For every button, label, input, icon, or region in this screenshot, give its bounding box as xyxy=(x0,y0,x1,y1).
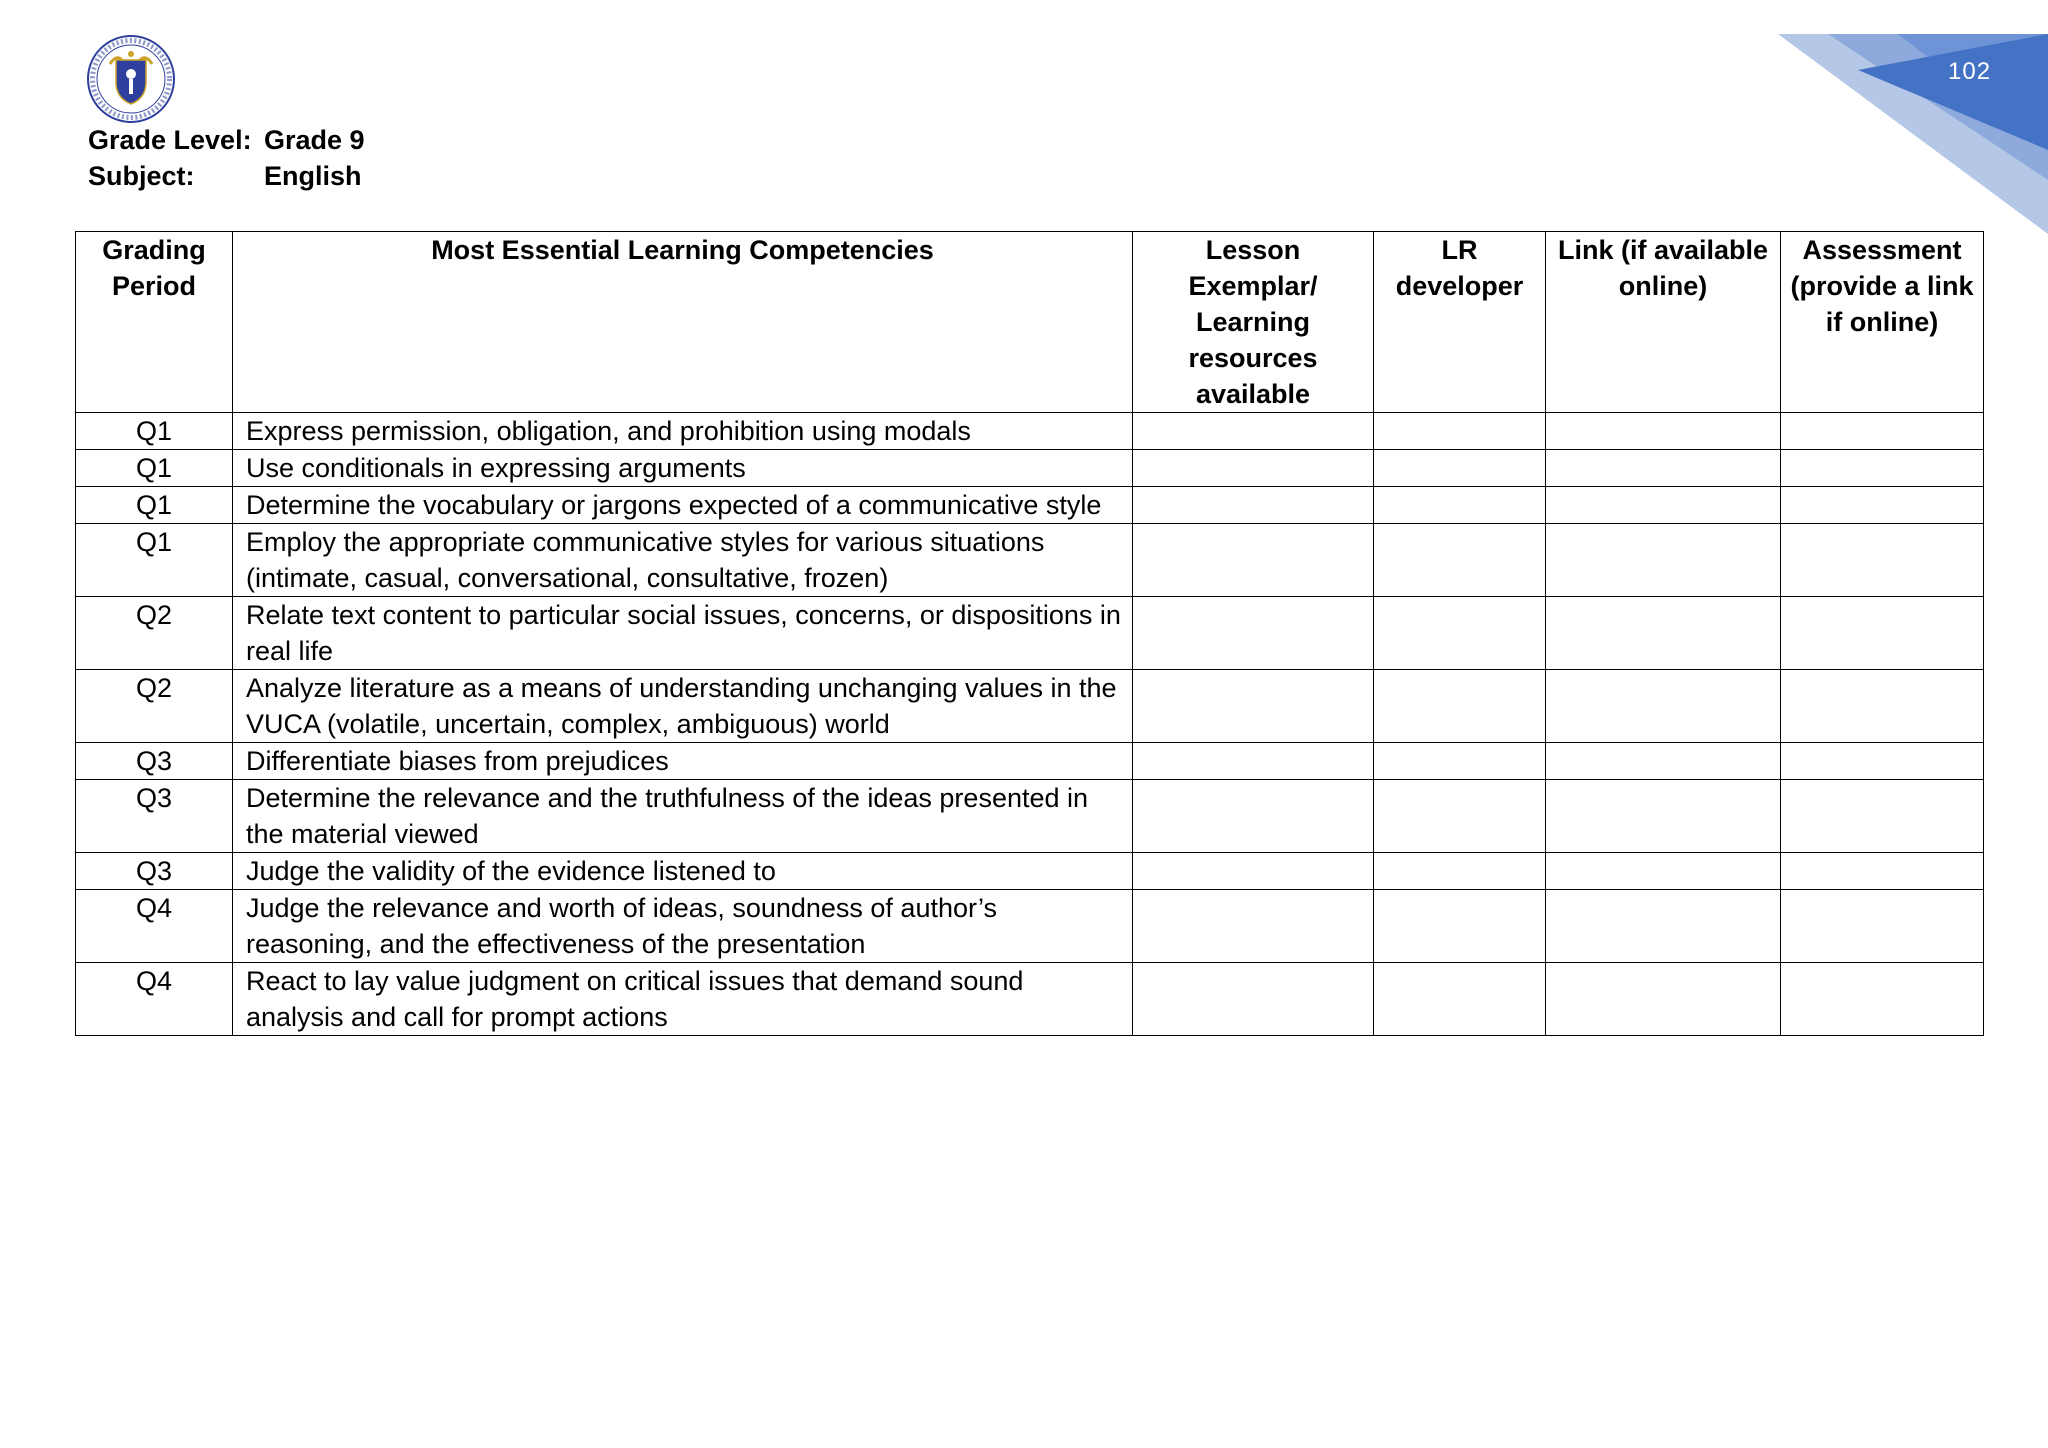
table-row xyxy=(76,597,1984,670)
grading-period-cell: Q2 xyxy=(76,670,233,743)
lesson-exemplar-cell xyxy=(1133,963,1374,1036)
competency-cell: Analyze literature as a means of understanding unchanging values in the VUCA (volatile, uncertain, complex, ambiguous) world xyxy=(233,670,1133,743)
grading-period-cell: Q4 xyxy=(76,963,233,1036)
assessment-cell xyxy=(1781,780,1984,853)
link-cell xyxy=(1546,963,1781,1036)
assessment-cell xyxy=(1781,743,1984,780)
lr-developer-cell xyxy=(1374,597,1546,670)
header-lr-developer: LR developer xyxy=(1374,232,1546,413)
header-grading-period: Grading Period xyxy=(76,232,233,413)
table-row xyxy=(76,524,1984,597)
subject-label: Subject: xyxy=(88,161,195,191)
table-row xyxy=(76,413,1984,450)
competency-cell: Employ the appropriate communicative styles for various situations (intimate, casual, conversational, consultative, frozen) xyxy=(233,524,1133,597)
link-cell xyxy=(1546,853,1781,890)
grading-period-cell: Q1 xyxy=(76,524,233,597)
deped-seal-icon xyxy=(86,34,176,124)
lesson-exemplar-cell xyxy=(1133,487,1374,524)
grading-period-cell: Q2 xyxy=(76,597,233,670)
lesson-exemplar-cell xyxy=(1133,524,1374,597)
lesson-exemplar-cell xyxy=(1133,450,1374,487)
link-cell xyxy=(1546,450,1781,487)
lesson-exemplar-cell xyxy=(1133,413,1374,450)
lesson-exemplar-cell xyxy=(1133,743,1374,780)
link-cell xyxy=(1546,780,1781,853)
lr-developer-cell xyxy=(1374,963,1546,1036)
grading-period-cell: Q3 xyxy=(76,743,233,780)
grading-period-cell: Q1 xyxy=(76,487,233,524)
link-cell xyxy=(1546,413,1781,450)
table-row xyxy=(76,963,1984,1036)
corner-decoration xyxy=(1648,0,2048,240)
link-cell xyxy=(1546,890,1781,963)
assessment-cell xyxy=(1781,413,1984,450)
table-row xyxy=(76,670,1984,743)
link-cell xyxy=(1546,487,1781,524)
link-cell xyxy=(1546,597,1781,670)
page-number: 102 xyxy=(1948,58,1992,85)
link-cell xyxy=(1546,524,1781,597)
lr-developer-cell xyxy=(1374,890,1546,963)
competency-cell: Differentiate biases from prejudices xyxy=(233,743,1133,780)
subject-row xyxy=(88,158,365,194)
table-row xyxy=(76,890,1984,963)
lr-developer-cell xyxy=(1374,524,1546,597)
subject-value: English xyxy=(264,161,362,191)
link-cell xyxy=(1546,670,1781,743)
document-meta xyxy=(88,122,365,194)
lesson-exemplar-cell xyxy=(1133,890,1374,963)
assessment-cell xyxy=(1781,487,1984,524)
competency-cell: Determine the relevance and the truthfulness of the ideas presented in the material viewed xyxy=(233,780,1133,853)
assessment-cell xyxy=(1781,853,1984,890)
grading-period-cell: Q3 xyxy=(76,853,233,890)
table-row xyxy=(76,780,1984,853)
table-row xyxy=(76,487,1984,524)
table-row xyxy=(76,450,1984,487)
competency-cell: Express permission, obligation, and prohibition using modals xyxy=(233,413,1133,450)
grade-level-value: Grade 9 xyxy=(264,125,365,155)
grading-period-cell: Q1 xyxy=(76,413,233,450)
lr-developer-cell xyxy=(1374,853,1546,890)
competency-cell: Use conditionals in expressing arguments xyxy=(233,450,1133,487)
grading-period-cell: Q3 xyxy=(76,780,233,853)
assessment-cell xyxy=(1781,963,1984,1036)
table-row xyxy=(76,853,1984,890)
header-assessment: Assessment (provide a link if online) xyxy=(1781,232,1984,413)
assessment-cell xyxy=(1781,890,1984,963)
assessment-cell xyxy=(1781,597,1984,670)
lr-developer-cell xyxy=(1374,780,1546,853)
competency-cell: Relate text content to particular social issues, concerns, or dispositions in real life xyxy=(233,597,1133,670)
assessment-cell xyxy=(1781,450,1984,487)
grading-period-cell: Q4 xyxy=(76,890,233,963)
lesson-exemplar-cell xyxy=(1133,597,1374,670)
lesson-exemplar-cell xyxy=(1133,780,1374,853)
lr-developer-cell xyxy=(1374,487,1546,524)
competency-cell: React to lay value judgment on critical issues that demand sound analysis and call for prompt actions xyxy=(233,963,1133,1036)
table-row xyxy=(76,743,1984,780)
lr-developer-cell xyxy=(1374,450,1546,487)
lr-developer-cell xyxy=(1374,413,1546,450)
link-cell xyxy=(1546,743,1781,780)
table-header-row xyxy=(76,232,1984,413)
header-lesson-exemplar: Lesson Exemplar/ Learning resources available xyxy=(1133,232,1374,413)
competency-cell: Determine the vocabulary or jargons expected of a communicative style xyxy=(233,487,1133,524)
lr-developer-cell xyxy=(1374,670,1546,743)
lr-developer-cell xyxy=(1374,743,1546,780)
competency-cell: Judge the validity of the evidence listened to xyxy=(233,853,1133,890)
lesson-exemplar-cell xyxy=(1133,670,1374,743)
assessment-cell xyxy=(1781,524,1984,597)
grade-level-row xyxy=(88,122,365,158)
competency-cell: Judge the relevance and worth of ideas, soundness of author’s reasoning, and the effectiveness of the presentation xyxy=(233,890,1133,963)
competencies-table xyxy=(75,231,1984,1036)
assessment-cell xyxy=(1781,670,1984,743)
grade-level-label: Grade Level: xyxy=(88,125,252,155)
header-link: Link (if available online) xyxy=(1546,232,1781,413)
grading-period-cell: Q1 xyxy=(76,450,233,487)
lesson-exemplar-cell xyxy=(1133,853,1374,890)
header-competencies: Most Essential Learning Competencies xyxy=(233,232,1133,413)
